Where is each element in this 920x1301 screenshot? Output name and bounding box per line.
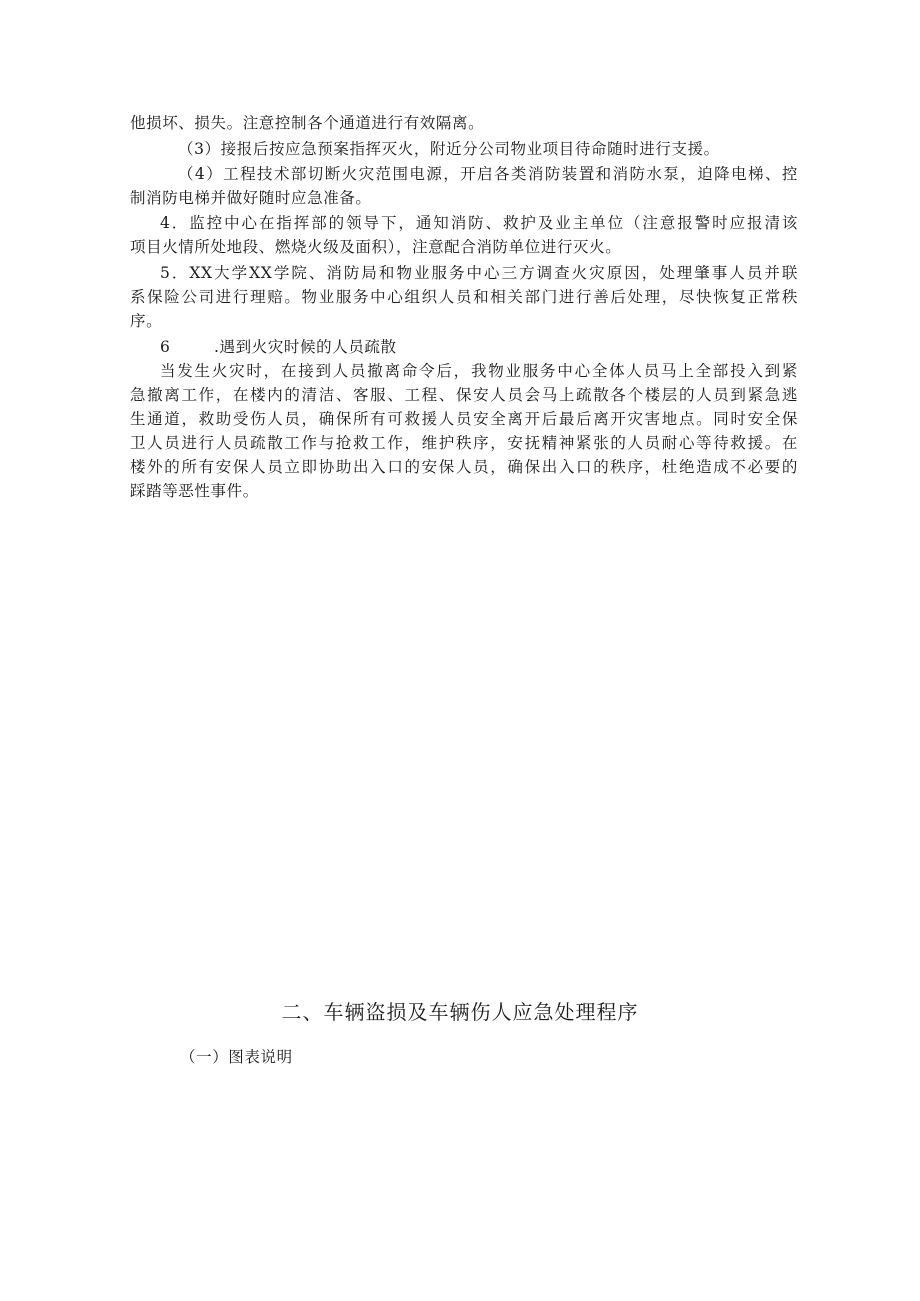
paragraph-line: 他损坏、损失。注意控制各个通道进行有效隔离。 [130, 114, 485, 132]
list-item-4-line-1: （4）工程技术部切断火灾范围电源，开启各类消防装置和消防水泵，迫降电梯、控 [178, 165, 798, 183]
section-subtitle: （一）图表说明 [180, 1048, 293, 1066]
list-item-4-line-2: 制消防电梯并做好随时应急准备。 [130, 189, 372, 207]
evacuation-line-5: 楼外的所有安保人员立即协助出入口的安保人员，确保出入口的秩序，杜绝造成不必要的 [130, 458, 798, 476]
item-5-line-3: 序。 [130, 312, 163, 330]
item-5-line-2: 系保险公司进行理赔。物业服务中心组织人员和相关部门进行善后处理，尽快恢复正常秩 [130, 288, 798, 306]
list-item-3: （3）接报后按应急预案指挥灭火，附近分公司物业项目待命随时进行支援。 [178, 140, 720, 158]
evacuation-line-2: 急撤离工作，在楼内的清洁、客服、工程、保安人员会马上疏散各个楼层的人员到紧急逃 [130, 386, 798, 404]
item-5-line-1: 5．XX大学XX学院、消防局和物业服务中心三方调查火灾原因，处理肇事人员并联 [160, 264, 798, 282]
evacuation-line-3: 生通道，救助受伤人员，确保所有可救援人员安全离开后最后离开灾害地点。同时安全保 [130, 410, 798, 428]
item-4-line-1: 4．监控中心在指挥部的领导下，通知消防、救护及业主单位（注意报警时应报清该 [160, 214, 798, 232]
evacuation-line-1: 当发生火灾时，在接到人员撤离命令后，我物业服务中心全体人员马上全部投入到紧 [160, 362, 798, 380]
evacuation-line-6: 踩踏等恶性事件。 [130, 482, 259, 500]
item-4-line-2: 项目火情所处地段、燃烧火级及面积），注意配合消防单位进行灭火。 [130, 238, 622, 256]
item-6-heading: .遇到火灾时候的人员疏散 [214, 338, 397, 356]
item-6-number: 6 [160, 338, 170, 356]
evacuation-line-4: 卫人员进行人员疏散工作与抢救工作，维护秩序，安抚精神紧张的人员耐心等待救援。在 [130, 434, 798, 452]
section-title: 二、车辆盗损及车辆伤人应急处理程序 [281, 1000, 639, 1024]
